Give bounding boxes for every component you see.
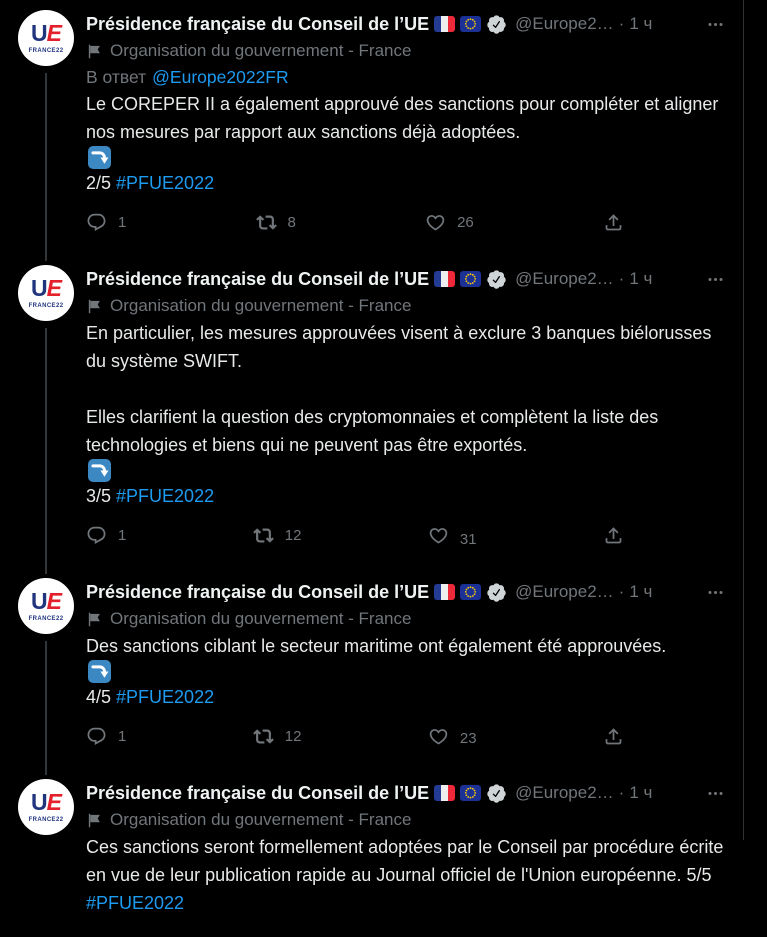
- tweet-text: Le COREPER II a également approuvé des sanctions pour compléter et aligner nos mesures par rapport aux sanctions déjà adoptées. 2/5 #PFUE2022: [86, 94, 719, 193]
- display-name[interactable]: Présidence française du Conseil de l’UE: [86, 581, 430, 602]
- eu-flag-emoji: [460, 271, 481, 287]
- tweet[interactable]: [0, 568, 743, 769]
- france-flag-emoji: [434, 785, 455, 801]
- account-handle[interactable]: @Europe2…: [515, 582, 614, 601]
- share-button[interactable]: [603, 525, 624, 546]
- arrow-heading-down-emoji: [88, 660, 111, 683]
- category-row: [86, 293, 727, 319]
- avatar-subtext: FRANCE22: [28, 48, 64, 54]
- retweet-button[interactable]: [253, 525, 302, 546]
- retweet-icon: [256, 212, 277, 233]
- category-row: [86, 38, 727, 64]
- avatar-letter-u: U: [31, 588, 47, 614]
- france-flag-emoji: [434, 584, 455, 600]
- display-name[interactable]: Présidence française du Conseil de l’UE: [86, 268, 430, 289]
- reply-bubble-icon: [86, 212, 107, 233]
- retweet-count: 12: [284, 526, 302, 544]
- like-count: 26: [457, 213, 474, 231]
- separator-dot: ·: [618, 582, 625, 601]
- tweet-content: [86, 265, 727, 548]
- avatar-letter-e: E: [46, 275, 61, 301]
- timestamp[interactable]: 1 ч: [629, 582, 653, 601]
- avatar[interactable]: [18, 779, 74, 835]
- hashtag-link[interactable]: #PFUE2022: [116, 173, 215, 193]
- tweet-text: Ces sanctions seront formellement adoptées par le Conseil par procédure écrite en vue de leur publication rapide au Journal officiel de l'Union européenne. 5/5 #PFUE2022: [86, 837, 724, 913]
- reply-count: 1: [118, 526, 127, 544]
- tweet[interactable]: [0, 0, 743, 255]
- eu-flag-emoji: [460, 16, 481, 32]
- verified-badge-icon: [486, 14, 507, 35]
- tweet-text: Des sanctions ciblant le secteur maritime ont également été approuvées. 4/5 #PFUE2022: [86, 636, 667, 707]
- arrow-heading-down-emoji: [88, 146, 111, 169]
- retweet-button[interactable]: [253, 726, 302, 747]
- hashtag-link[interactable]: #PFUE2022: [86, 893, 185, 913]
- retweet-count: 8: [287, 213, 296, 231]
- account-handle[interactable]: @Europe2…: [515, 14, 614, 33]
- avatar-column: [18, 265, 74, 548]
- reply-context-prefix: В ответ: [86, 66, 147, 87]
- retweet-button[interactable]: [256, 212, 296, 233]
- reply-button[interactable]: [86, 212, 126, 233]
- display-name[interactable]: Présidence française du Conseil de l’UE: [86, 782, 430, 803]
- display-name[interactable]: Présidence française du Conseil de l’UE: [86, 13, 430, 34]
- category-label: Organisation du gouvernement - France: [110, 296, 412, 315]
- avatar-column: [18, 779, 74, 917]
- like-button[interactable]: [425, 212, 474, 233]
- avatar-letter-e: E: [46, 789, 61, 815]
- flag-icon: [86, 611, 103, 628]
- account-handle[interactable]: @Europe2…: [515, 269, 614, 288]
- like-button[interactable]: [428, 726, 477, 747]
- tweet-content: [86, 779, 727, 917]
- share-button[interactable]: [603, 212, 624, 233]
- reply-count: 1: [118, 213, 127, 231]
- separator-dot: ·: [618, 783, 625, 802]
- avatar-letter-e: E: [46, 588, 61, 614]
- reply-count: 1: [118, 727, 127, 745]
- timestamp[interactable]: 1 ч: [629, 14, 653, 33]
- verified-badge-icon: [486, 269, 507, 290]
- france-flag-emoji: [434, 16, 455, 32]
- reply-context: [86, 64, 727, 90]
- avatar-letter-u: U: [31, 275, 47, 301]
- avatar-subtext: FRANCE22: [28, 303, 64, 309]
- tweet-header: [86, 265, 727, 293]
- heart-outline-icon: [428, 726, 449, 747]
- avatar[interactable]: [18, 578, 74, 634]
- tweet[interactable]: [0, 255, 743, 568]
- share-icon: [603, 726, 624, 747]
- tweet-header: [86, 779, 727, 807]
- tweet-header: [86, 578, 727, 606]
- mention-link[interactable]: @Europe2022FR: [152, 66, 289, 87]
- reply-bubble-icon: [86, 525, 107, 546]
- like-count: 31: [459, 530, 477, 548]
- share-button[interactable]: [603, 726, 624, 747]
- category-row: [86, 807, 727, 833]
- reply-bubble-icon: [86, 726, 107, 747]
- verified-badge-icon: [486, 582, 507, 603]
- eu-flag-emoji: [460, 584, 481, 600]
- like-button[interactable]: [428, 525, 477, 546]
- timestamp[interactable]: 1 ч: [629, 783, 653, 802]
- share-icon: [603, 212, 624, 233]
- tweet-actions: [86, 723, 624, 749]
- category-label: Organisation du gouvernement - France: [110, 609, 412, 628]
- tweet-text: En particulier, les mesures approuvées visent à exclure 3 banques biélorusses du système SWIFT. Elles clarifient la question des cryptomonnaies et complètent la liste des technologies et biens qui ne peuvent pas être exportés. 3/5 #PFUE2022: [86, 323, 712, 506]
- tweet-content: [86, 10, 727, 235]
- category-label: Organisation du gouvernement - France: [110, 41, 412, 60]
- retweet-icon: [253, 726, 274, 747]
- avatar-subtext: FRANCE22: [28, 616, 64, 622]
- retweet-count: 12: [284, 727, 302, 745]
- heart-outline-icon: [428, 525, 449, 546]
- share-icon: [603, 525, 624, 546]
- verified-badge-icon: [486, 783, 507, 804]
- category-label: Organisation du gouvernement - France: [110, 810, 412, 829]
- hashtag-link[interactable]: #PFUE2022: [116, 687, 215, 707]
- reply-button[interactable]: [86, 525, 126, 546]
- separator-dot: ·: [618, 14, 625, 33]
- eu-flag-emoji: [460, 785, 481, 801]
- avatar-column: [18, 10, 74, 235]
- more-options-button[interactable]: [704, 13, 727, 36]
- more-options-button[interactable]: [704, 268, 727, 291]
- avatar-letter-e: E: [46, 20, 61, 46]
- tweet-actions: [86, 209, 624, 235]
- hashtag-link[interactable]: #PFUE2022: [116, 486, 215, 506]
- flag-icon: [86, 43, 103, 60]
- avatar[interactable]: [18, 265, 74, 321]
- avatar-letter-u: U: [31, 789, 47, 815]
- avatar-letter-u: U: [31, 20, 47, 46]
- separator-dot: ·: [618, 269, 625, 288]
- flag-icon: [86, 298, 103, 315]
- flag-icon: [86, 812, 103, 829]
- tweet[interactable]: [0, 769, 743, 937]
- like-count: 23: [459, 729, 477, 747]
- more-options-button[interactable]: [704, 581, 727, 604]
- timestamp[interactable]: 1 ч: [629, 269, 653, 288]
- tweet-actions: [86, 522, 624, 548]
- avatar-column: [18, 578, 74, 749]
- reply-button[interactable]: [86, 726, 126, 747]
- tweet-header: [86, 10, 727, 38]
- france-flag-emoji: [434, 271, 455, 287]
- tweet-content: [86, 578, 727, 749]
- heart-outline-icon: [425, 212, 446, 233]
- avatar[interactable]: [18, 10, 74, 66]
- account-handle[interactable]: @Europe2…: [515, 783, 614, 802]
- retweet-icon: [253, 525, 274, 546]
- avatar-subtext: FRANCE22: [28, 817, 64, 823]
- more-options-button[interactable]: [704, 782, 727, 805]
- category-row: [86, 606, 727, 632]
- arrow-heading-down-emoji: [88, 459, 111, 482]
